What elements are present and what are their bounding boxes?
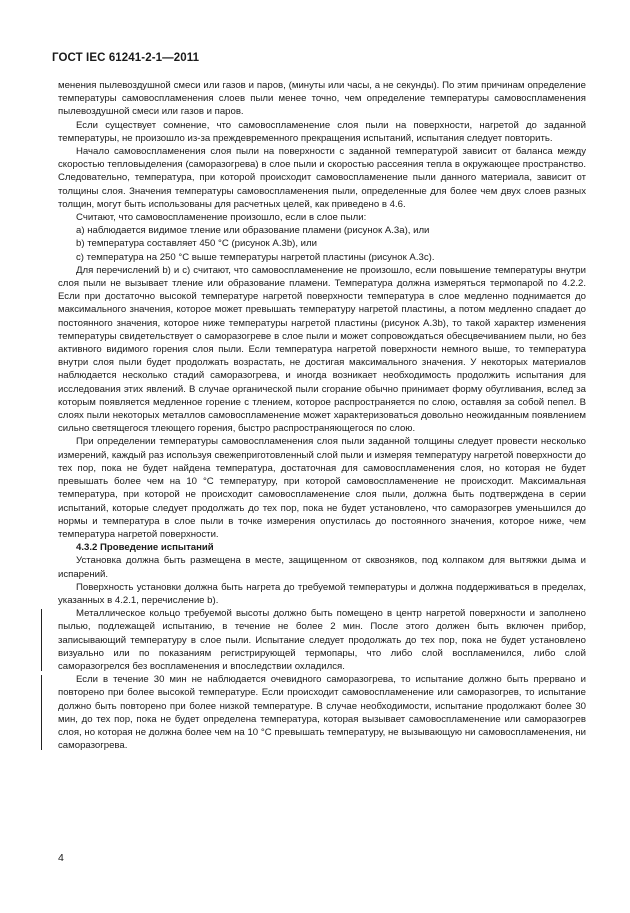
marked-paragraph <box>58 607 586 673</box>
paragraph: менения пылевоздушной смеси или газов и паров, (минуты или часы, а не секунды). По этим причинам определение температуры самовоспламенения слоев пыли менее точно, чем определение температуры самовоспламенения пылевоздушной смеси или газов и паров. <box>58 80 586 118</box>
document-header: ГОСТ IEC 61241-2-1—2011 <box>52 52 200 64</box>
change-bar <box>41 609 43 671</box>
list-item-a: a) наблюдается видимое тление или образование пламени (рисунок А.3а), или <box>76 225 430 237</box>
section-heading: 4.3.2 Проведение испытаний <box>76 542 214 554</box>
list-item-b: b) температура составляет 450 °С (рисунок А.3b), или <box>76 238 317 250</box>
paragraph: Если существует сомнение, что самовоспламенение слоя пыли на поверхности, нагретой до заданной температуры, не произошло из-за преждевременного прекращения испытаний, испытания следует повторить. <box>58 119 586 144</box>
paragraph: Поверхность установки должна быть нагрета до требуемой температуры и должна поддерживаться в пределах, указанных в 4.2.1, перечисление b). <box>58 581 586 606</box>
paragraph: Начало самовоспламенения слоя пыли на поверхности с заданной температурой зависит от баланса между скоростью тепловыделения (саморазогрева) в слое пыли и скоростью рассеяния тепла в окружающее пространство. Следовательно, температура, при которой происходит самовоспламенение пыли данного материала, зависит от толщины слоя. Значения температуры самовоспламенения пыли, определенные для более чем двух слоев разных толщин, могут быть использованы для расчетных целей, как приведено в 4.6. <box>58 146 586 210</box>
list-item-c: c) температура на 250 °С выше температуры нагретой пластины (рисунок А.3с). <box>76 251 435 263</box>
paragraph: Считают, что самовоспламенение произошло, если в слое пыли: <box>76 212 367 224</box>
paragraph-text: Металлическое кольцо требуемой высоты должно быть помещено в центр нагретой поверхности и заполнено пылью, подлежащей испытанию, в течение не более 2 мин. После этого должен быть включен прибор, записывающий температуру в слое пыли. Испытание следует продолжать до тех пор, пока не будет установлено визуально или по показаниям регистрирующей термопары, что либо слой воспламенился, либо слой саморазогрелся без воспламенения и впоследствии охладился. <box>58 608 586 672</box>
document-body <box>58 79 586 752</box>
paragraph: Для перечислений b) и c) считают, что самовоспламенение не произошло, если повышение температуры внутри слоя пыли не вызывает тление или образование пламени. Температура должна измеряться термопарой по 4.2.2. Если при достаточно высокой температуре нагретой поверхности температура в слое медленно поднимается до максимального значения, которое может превышать температуру нагретой пластины, а потом медленно спадает до постоянного значения, которое ниже температуры нагретой пластины (рисунок А.3b), то такой характер изменения температуры свидетельствует о саморазогреве в слое пыли и может сопровождаться обесцвечиванием пыли, но без активного видимого горения слоя пыли. Если температура нагретой поверхности немного выше, то температура внутри слоя пыли будет продолжать возрастать, не достигая максимального значения. У некоторых материалов наблюдается несколько стадий саморазогрева, и иногда возникает необходимость продолжить испытания для исследования этих явлений. В случае органической пыли сгорание обычно принимает форму обугливания, вслед за которым появляется медленное горение с тлением, которое распространяется по слою, оставляя за собой пепел. В слоях пыли некоторых металлов самовоспламенение может характеризоваться довольно неожиданным появлением сильно светящегося тлеющего горения, быстро распространяющегося по слою. <box>58 264 586 435</box>
page-number: 4 <box>58 852 64 864</box>
paragraph-text: Если в течение 30 мин не наблюдается очевидного саморазогрева, то испытание должно быть прервано и повторено при более высокой температуре. Если происходит самовоспламенение или саморазогрев, то испытание должно быть повторено при более низкой температуре. В случае необходимости, испытание продолжают более 30 мин, до тех пор, пока не будет определена температура, которая вызывает самовоспламенение или саморазогрев слоя, но которая не должна более чем на 10 °С превышать температуру, не вызывающую ни самовоспламенения, ни саморазогрева. <box>58 674 586 752</box>
change-bar <box>41 675 43 750</box>
paragraph: При определении температуры самовоспламенения слоя пыли заданной толщины следует провести несколько измерений, каждый раз используя свежеприготовленный слой пыли и измеряя температуру нагретой поверхности до тех пор, пока не будет найдена температура, достаточная для самовоспламенения слоя, но которая не будет превышать более чем на 10 °С температуру, при которой самовоспламенение не происходит. Максимальная температура, при которой не происходит самовоспламенение слоя пыли, должна быть подтверждена в серии испытаний, которые следует продолжать до тех пор, пока не будет установлено, что саморазогрев уменьшился до нормы и температура в слое пыли в точке измерения опустилась до постоянного значения, которое ниже, чем температура нагретой поверхности. <box>58 436 586 540</box>
paragraph: Установка должна быть размещена в месте, защищенном от сквозняков, под колпаком для вытяжки дыма и испарений. <box>58 555 586 580</box>
marked-paragraph <box>58 673 586 752</box>
